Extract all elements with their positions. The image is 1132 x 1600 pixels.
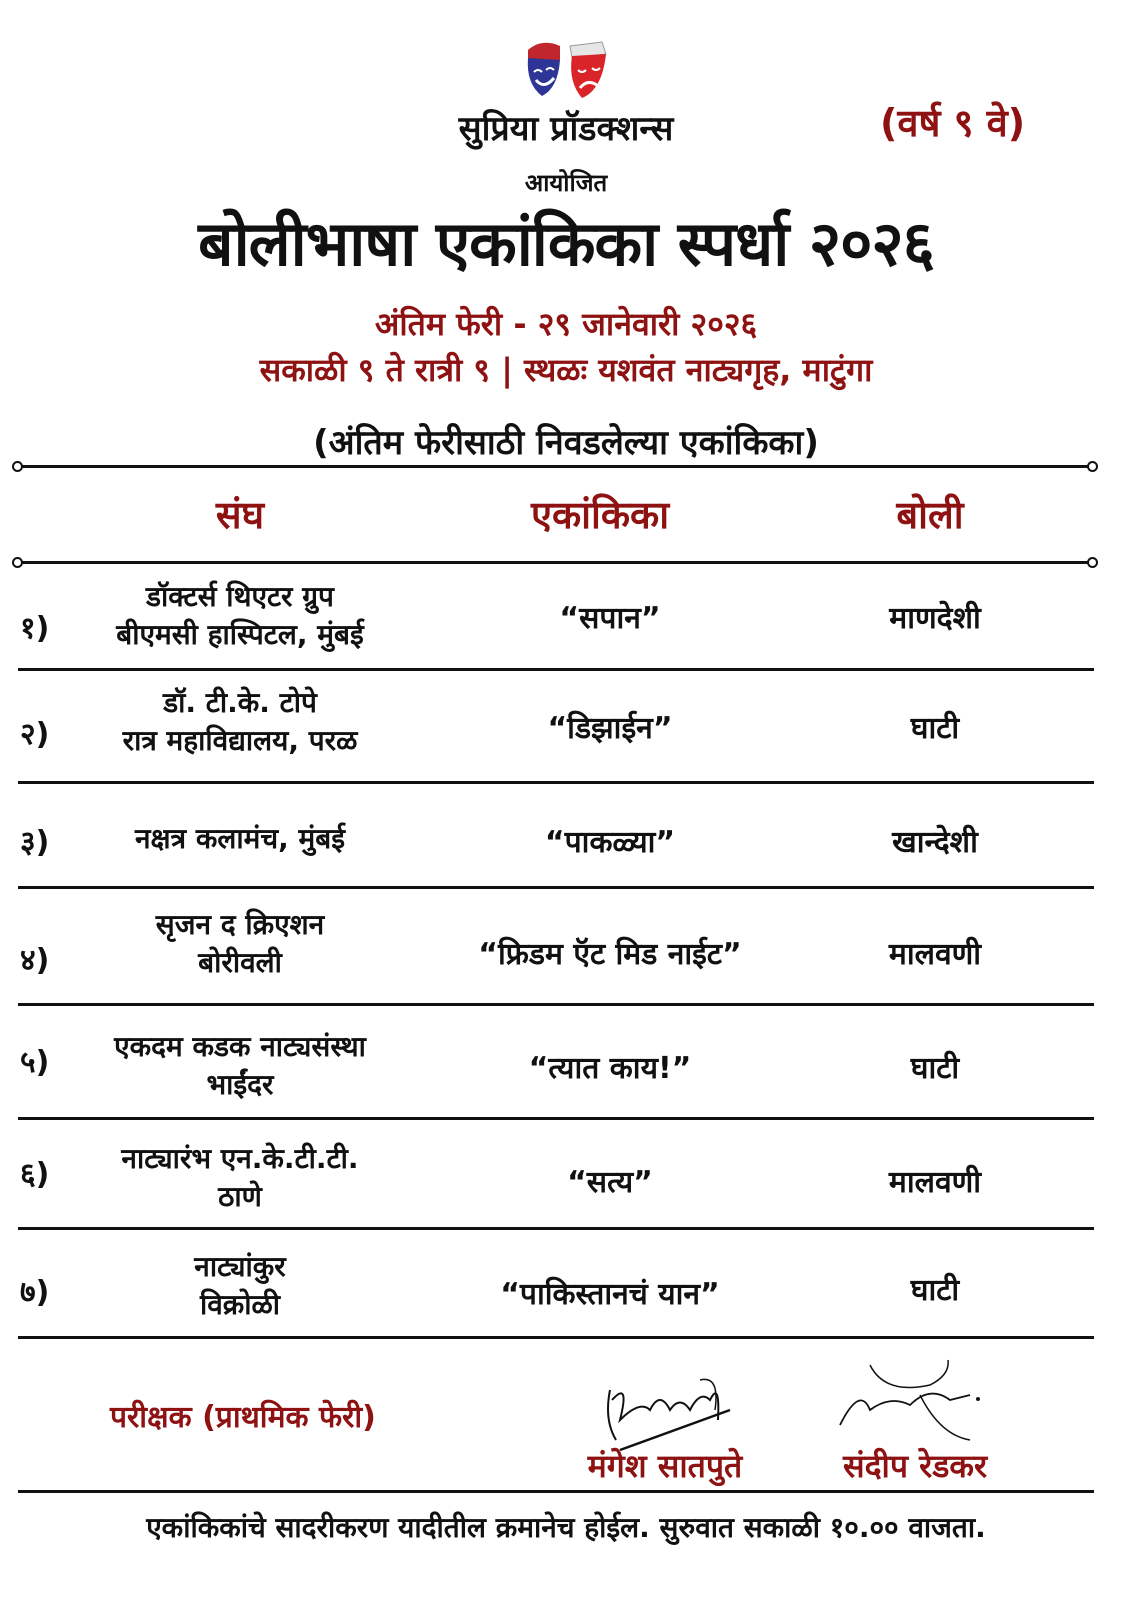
divider [22,561,1088,564]
row-number: १) [20,611,50,646]
table-row [0,1028,1132,1116]
team-name: नक्षत्र कलामंच, मुंबई [135,822,345,855]
year-badge: (वर्ष ९ वे) [880,101,1026,145]
table-row [0,684,1132,780]
play-title: “सत्य” [567,1165,653,1200]
row-divider [18,1336,1094,1339]
table-row [0,1140,1132,1226]
play-title: “पाकिस्तानचं यान” [500,1277,720,1312]
row-number: ३) [20,825,50,860]
table-row [0,800,1132,886]
row-divider [18,668,1094,671]
judge-name: संदीप रेडकर [842,1447,988,1485]
divider [22,465,1088,468]
play-title: “पाकळ्या” [544,825,676,860]
dialect: मालवणी [888,1165,982,1200]
team-name: सृजन द क्रिएशन बोरीवली [155,908,325,979]
signature-icon [830,1355,1000,1445]
footer-note: एकांकिकांचे सादरीकरण यादीतील क्रमानेच होईल. सुरुवात सकाळी १०.०० वाजता. [146,1511,986,1544]
row-divider [18,781,1094,784]
table-row [0,906,1132,1002]
row-divider [18,1227,1094,1230]
team-name: डॉ. टी.के. टोपे रात्र महाविद्यालय, परळ [122,686,358,757]
brand-name: सुप्रिया प्रॉडक्शन्स [458,109,674,149]
row-divider [18,1003,1094,1006]
page-title: बोलीभाषा एकांकिका स्पर्धा २०२६ [198,207,934,280]
row-divider [18,1117,1094,1120]
row-divider [18,886,1094,889]
team-name: डॉक्टर्स थिएटर ग्रुप बीएमसी हास्पिटल, मुंबई [116,580,364,651]
column-header-dialect: बोली [896,493,964,537]
table-row [0,1248,1132,1334]
dialect: घाटी [910,711,960,746]
judge-name: मंगेश सातपुते [587,1447,743,1485]
organized-by: आयोजित [524,169,608,197]
column-header-team: संघ [215,493,265,537]
team-name: नाट्यारंभ एन.के.टी.टी. ठाणे [121,1142,359,1213]
dialect: घाटी [910,1051,960,1086]
team-name: एकदम कडक नाट्यसंस्था भाईंदर [114,1030,366,1101]
judges-label: परीक्षक (प्राथमिक फेरी) [110,1400,376,1435]
play-title: “डिझाईन” [547,711,673,746]
dialect: माणदेशी [889,601,981,636]
dialect: घाटी [910,1273,960,1308]
table-row [0,578,1132,666]
row-number: ४) [20,943,50,978]
final-round-date: अंतिम फेरी - २९ जानेवारी २०२६ [374,305,758,343]
row-number: ५) [20,1045,50,1080]
play-title: “त्यात काय!” [528,1051,692,1086]
row-number: ६) [20,1157,50,1192]
dialect: खान्देशी [892,825,978,860]
team-name: नाट्यांकुर विक्रोळी [194,1250,286,1321]
dialect: मालवणी [888,937,982,972]
theatre-masks-icon [520,38,612,104]
time-venue: सकाळी ९ ते रात्री ९ | स्थळः यशवंत नाट्यगृह, माटुंगा [259,351,873,389]
row-number: २) [20,717,50,752]
row-number: ७) [20,1275,50,1310]
selected-note: (अंतिम फेरीसाठी निवडलेल्या एकांकिका) [313,423,819,463]
row-divider [18,1490,1094,1493]
play-title: “सपान” [559,601,661,636]
play-title: “फ्रिडम ऍट मिड नाईट” [478,937,742,972]
column-header-play: एकांकिका [530,493,670,537]
